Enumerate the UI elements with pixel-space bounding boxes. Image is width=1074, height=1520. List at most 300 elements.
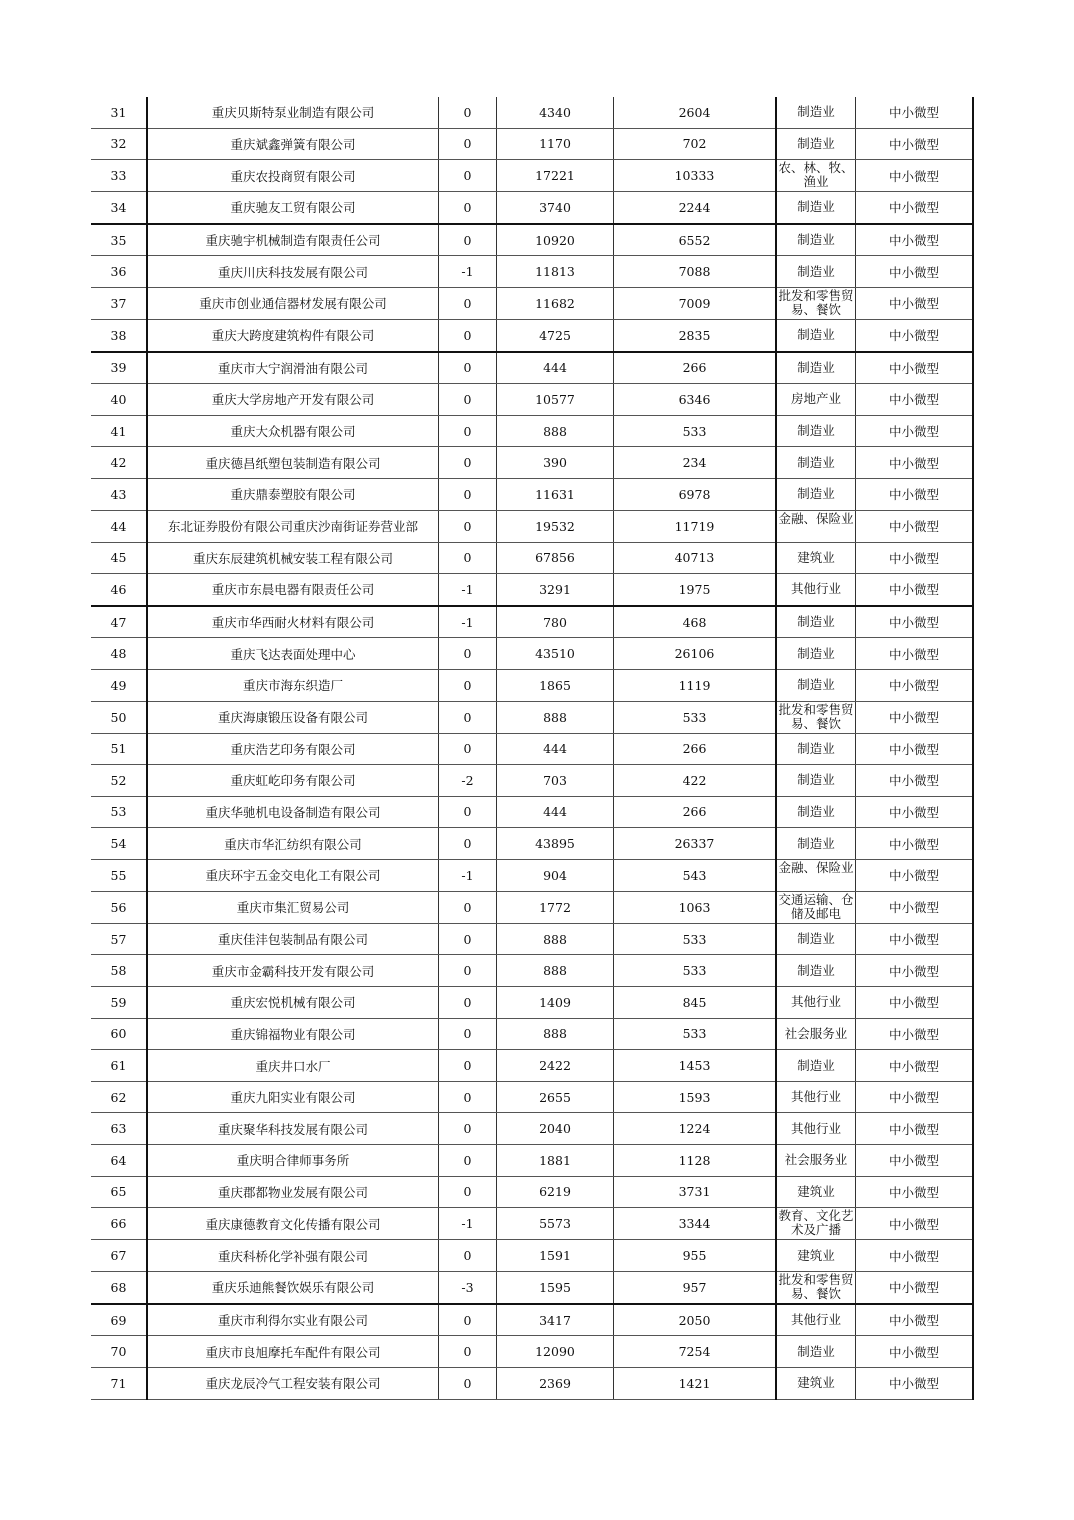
industry-cell — [776, 574, 856, 606]
industry-text: 制造业 — [797, 232, 835, 248]
value-col5-cell: 6978 — [614, 478, 777, 510]
industry-text: 教育、文化艺术及广播 — [778, 1208, 854, 1238]
value-col5-cell: 2244 — [614, 192, 777, 224]
value-col5-cell: 1063 — [614, 891, 777, 923]
industry-cell — [776, 606, 856, 638]
table-row — [91, 192, 973, 224]
table-row — [91, 955, 973, 987]
industry-text: 交通运输、仓储及邮电 — [778, 891, 854, 921]
value-col4-cell: 3291 — [497, 574, 614, 606]
table-row — [91, 1336, 973, 1368]
company-name-cell: 重庆东辰建筑机械安装工程有限公司 — [147, 542, 439, 574]
table-row — [91, 859, 973, 891]
value-col5-cell: 3344 — [614, 1208, 777, 1240]
value-col5-cell: 845 — [614, 987, 777, 1019]
industry-cell — [776, 733, 856, 765]
company-name-cell: 重庆德昌纸塑包装制造有限公司 — [147, 447, 439, 479]
value-col5-cell: 40713 — [614, 542, 777, 574]
value-col3-cell: 0 — [439, 1018, 497, 1050]
value-col3-cell: 0 — [439, 1336, 497, 1368]
value-col4-cell: 6219 — [497, 1176, 614, 1208]
company-name-cell: 重庆海康锻压设备有限公司 — [147, 701, 439, 733]
value-col3-cell: 0 — [439, 1176, 497, 1208]
industry-cell — [776, 1050, 856, 1082]
table-row — [91, 638, 973, 670]
enterprise-scale-cell: 中小微型 — [856, 160, 974, 192]
company-name-cell: 重庆康德教育文化传播有限公司 — [147, 1208, 439, 1240]
industry-text: 批发和零售贸易、餐饮 — [778, 287, 854, 317]
industry-text: 制造业 — [797, 104, 835, 120]
table-row — [91, 384, 973, 416]
enterprise-scale-cell: 中小微型 — [856, 765, 974, 797]
value-col3-cell: -2 — [439, 765, 497, 797]
company-name-cell: 重庆宏悦机械有限公司 — [147, 987, 439, 1019]
industry-cell — [776, 1113, 856, 1145]
value-col5-cell: 1975 — [614, 574, 777, 606]
value-col5-cell: 533 — [614, 701, 777, 733]
company-name-cell: 重庆虹屹印务有限公司 — [147, 765, 439, 797]
table-row — [91, 1018, 973, 1050]
industry-cell — [776, 669, 856, 701]
industry-text: 制造业 — [797, 772, 835, 788]
value-col4-cell: 11813 — [497, 256, 614, 288]
value-col4-cell: 444 — [497, 733, 614, 765]
value-col3-cell: 0 — [439, 352, 497, 384]
enterprise-scale-cell: 中小微型 — [856, 97, 974, 128]
company-name-cell: 重庆浩艺印务有限公司 — [147, 733, 439, 765]
value-col4-cell: 43895 — [497, 828, 614, 860]
table-row — [91, 287, 973, 319]
value-col5-cell: 533 — [614, 1018, 777, 1050]
industry-text: 制造业 — [797, 423, 835, 439]
value-col5-cell: 1119 — [614, 669, 777, 701]
value-col5-cell: 1453 — [614, 1050, 777, 1082]
value-col4-cell: 5573 — [497, 1208, 614, 1240]
row-number-cell: 67 — [91, 1240, 147, 1272]
row-number-cell: 61 — [91, 1050, 147, 1082]
row-number-cell: 31 — [91, 97, 147, 128]
enterprise-scale-cell: 中小微型 — [856, 478, 974, 510]
value-col3-cell: 0 — [439, 1081, 497, 1113]
industry-cell — [776, 796, 856, 828]
industry-cell — [776, 891, 856, 923]
table-row — [91, 733, 973, 765]
company-name-cell: 重庆锦福物业有限公司 — [147, 1018, 439, 1050]
table-row — [91, 765, 973, 797]
company-name-cell: 重庆市东晨电器有限责任公司 — [147, 574, 439, 606]
industry-text: 建筑业 — [797, 1375, 835, 1391]
value-col5-cell: 6552 — [614, 224, 777, 256]
enterprise-scale-cell: 中小微型 — [856, 1176, 974, 1208]
value-col3-cell: -1 — [439, 574, 497, 606]
enterprise-scale-cell: 中小微型 — [856, 955, 974, 987]
row-number-cell: 36 — [91, 256, 147, 288]
value-col3-cell: 0 — [439, 669, 497, 701]
industry-text: 制造业 — [797, 263, 835, 279]
industry-text: 制造业 — [797, 614, 835, 630]
enterprise-scale-cell: 中小微型 — [856, 1240, 974, 1272]
table-row — [91, 828, 973, 860]
enterprise-scale-cell: 中小微型 — [856, 542, 974, 574]
row-number-cell: 49 — [91, 669, 147, 701]
value-col5-cell: 26106 — [614, 638, 777, 670]
company-name-cell: 重庆市金霸科技开发有限公司 — [147, 955, 439, 987]
row-number-cell: 63 — [91, 1113, 147, 1145]
row-number-cell: 50 — [91, 701, 147, 733]
value-col4-cell: 904 — [497, 859, 614, 891]
company-name-cell: 重庆九阳实业有限公司 — [147, 1081, 439, 1113]
company-name-cell: 重庆环宇五金交电化工有限公司 — [147, 859, 439, 891]
table-row — [91, 97, 973, 128]
row-number-cell: 64 — [91, 1145, 147, 1177]
value-col5-cell: 1224 — [614, 1113, 777, 1145]
row-number-cell: 40 — [91, 384, 147, 416]
company-name-cell: 重庆川庆科技发展有限公司 — [147, 256, 439, 288]
value-col5-cell: 7009 — [614, 287, 777, 319]
value-col3-cell: 0 — [439, 923, 497, 955]
value-col4-cell: 1772 — [497, 891, 614, 923]
value-col5-cell: 26337 — [614, 828, 777, 860]
value-col4-cell: 4340 — [497, 97, 614, 128]
enterprise-scale-cell: 中小微型 — [856, 1113, 974, 1145]
company-name-cell: 东北证券股份有限公司重庆沙南街证券营业部 — [147, 510, 439, 542]
table-row — [91, 447, 973, 479]
data-table — [91, 97, 974, 1400]
value-col4-cell: 2040 — [497, 1113, 614, 1145]
value-col3-cell: 0 — [439, 287, 497, 319]
enterprise-scale-cell: 中小微型 — [856, 192, 974, 224]
enterprise-scale-cell: 中小微型 — [856, 701, 974, 733]
table-row — [91, 352, 973, 384]
table-row — [91, 319, 973, 351]
row-number-cell: 33 — [91, 160, 147, 192]
enterprise-scale-cell: 中小微型 — [856, 1081, 974, 1113]
enterprise-scale-cell: 中小微型 — [856, 352, 974, 384]
row-number-cell: 70 — [91, 1336, 147, 1368]
value-col4-cell: 703 — [497, 765, 614, 797]
table-row — [91, 478, 973, 510]
table-row — [91, 510, 973, 542]
row-number-cell: 53 — [91, 796, 147, 828]
table-row — [91, 128, 973, 160]
value-col3-cell: -1 — [439, 606, 497, 638]
enterprise-scale-cell: 中小微型 — [856, 1304, 974, 1336]
company-name-cell: 重庆市集汇贸易公司 — [147, 891, 439, 923]
industry-text: 金融、保险业 — [778, 510, 854, 526]
value-col3-cell: 0 — [439, 955, 497, 987]
industry-text: 社会服务业 — [784, 1025, 848, 1041]
enterprise-scale-cell: 中小微型 — [856, 510, 974, 542]
value-col3-cell: 0 — [439, 160, 497, 192]
value-col3-cell: 0 — [439, 319, 497, 351]
value-col3-cell: 0 — [439, 510, 497, 542]
value-col3-cell: -3 — [439, 1271, 497, 1304]
value-col4-cell: 444 — [497, 796, 614, 828]
enterprise-scale-cell: 中小微型 — [856, 1271, 974, 1304]
industry-text: 建筑业 — [797, 1247, 835, 1263]
value-col3-cell: 0 — [439, 701, 497, 733]
value-col5-cell: 543 — [614, 859, 777, 891]
value-col4-cell: 67856 — [497, 542, 614, 574]
row-number-cell: 32 — [91, 128, 147, 160]
table-row — [91, 1050, 973, 1082]
table-row — [91, 1081, 973, 1113]
company-name-cell: 重庆市利得尔实业有限公司 — [147, 1304, 439, 1336]
company-name-cell: 重庆聚华科技发展有限公司 — [147, 1113, 439, 1145]
row-number-cell: 68 — [91, 1271, 147, 1304]
value-col5-cell: 533 — [614, 955, 777, 987]
value-col5-cell: 1128 — [614, 1145, 777, 1177]
industry-text: 批发和零售贸易、餐饮 — [778, 1271, 854, 1301]
value-col5-cell: 422 — [614, 765, 777, 797]
row-number-cell: 44 — [91, 510, 147, 542]
enterprise-scale-cell: 中小微型 — [856, 987, 974, 1019]
industry-text: 制造业 — [797, 740, 835, 756]
value-col4-cell: 17221 — [497, 160, 614, 192]
row-number-cell: 45 — [91, 542, 147, 574]
row-number-cell: 48 — [91, 638, 147, 670]
row-number-cell: 56 — [91, 891, 147, 923]
enterprise-scale-cell: 中小微型 — [856, 828, 974, 860]
industry-cell — [776, 192, 856, 224]
value-col3-cell: 0 — [439, 384, 497, 416]
enterprise-scale-cell: 中小微型 — [856, 923, 974, 955]
row-number-cell: 60 — [91, 1018, 147, 1050]
value-col4-cell: 1865 — [497, 669, 614, 701]
company-name-cell: 重庆鼎泰塑胶有限公司 — [147, 478, 439, 510]
enterprise-scale-cell: 中小微型 — [856, 1018, 974, 1050]
value-col5-cell: 702 — [614, 128, 777, 160]
row-number-cell: 51 — [91, 733, 147, 765]
industry-cell — [776, 1018, 856, 1050]
industry-cell — [776, 319, 856, 351]
enterprise-scale-cell: 中小微型 — [856, 1336, 974, 1368]
industry-cell — [776, 1145, 856, 1177]
value-col5-cell: 955 — [614, 1240, 777, 1272]
industry-cell — [776, 352, 856, 384]
industry-text: 制造业 — [797, 1057, 835, 1073]
industry-text: 制造业 — [797, 1343, 835, 1359]
row-number-cell: 69 — [91, 1304, 147, 1336]
value-col4-cell: 2369 — [497, 1368, 614, 1400]
row-number-cell: 37 — [91, 287, 147, 319]
industry-text: 制造业 — [797, 835, 835, 851]
table-row — [91, 1368, 973, 1400]
row-number-cell: 43 — [91, 478, 147, 510]
industry-cell — [776, 1336, 856, 1368]
industry-cell — [776, 224, 856, 256]
value-col5-cell: 957 — [614, 1271, 777, 1304]
enterprise-scale-cell: 中小微型 — [856, 447, 974, 479]
value-col3-cell: 0 — [439, 97, 497, 128]
value-col4-cell: 12090 — [497, 1336, 614, 1368]
industry-cell — [776, 638, 856, 670]
industry-cell — [776, 384, 856, 416]
enterprise-scale-cell: 中小微型 — [856, 574, 974, 606]
company-name-cell: 重庆飞达表面处理中心 — [147, 638, 439, 670]
table-row — [91, 1240, 973, 1272]
industry-cell — [776, 1208, 856, 1240]
company-name-cell: 重庆市良旭摩托车配件有限公司 — [147, 1336, 439, 1368]
industry-text: 房地产业 — [790, 391, 841, 407]
row-number-cell: 38 — [91, 319, 147, 351]
table-row — [91, 415, 973, 447]
value-col5-cell: 266 — [614, 733, 777, 765]
industry-text: 建筑业 — [797, 1183, 835, 1199]
industry-text: 其他行业 — [790, 1312, 841, 1328]
industry-text: 其他行业 — [790, 1120, 841, 1136]
enterprise-scale-cell: 中小微型 — [856, 1145, 974, 1177]
industry-cell — [776, 828, 856, 860]
industry-cell — [776, 447, 856, 479]
industry-cell — [776, 478, 856, 510]
industry-text: 建筑业 — [797, 549, 835, 565]
industry-cell — [776, 987, 856, 1019]
value-col5-cell: 7254 — [614, 1336, 777, 1368]
value-col5-cell: 11719 — [614, 510, 777, 542]
industry-text: 制造业 — [797, 645, 835, 661]
industry-cell — [776, 859, 856, 891]
value-col3-cell: 0 — [439, 192, 497, 224]
industry-cell — [776, 1081, 856, 1113]
value-col4-cell: 11631 — [497, 478, 614, 510]
industry-cell — [776, 256, 856, 288]
enterprise-scale-cell: 中小微型 — [856, 128, 974, 160]
industry-cell — [776, 1271, 856, 1304]
industry-cell — [776, 1176, 856, 1208]
enterprise-scale-cell: 中小微型 — [856, 415, 974, 447]
value-col3-cell: 0 — [439, 224, 497, 256]
value-col5-cell: 468 — [614, 606, 777, 638]
value-col4-cell: 888 — [497, 701, 614, 733]
table-row — [91, 224, 973, 256]
row-number-cell: 55 — [91, 859, 147, 891]
row-number-cell: 57 — [91, 923, 147, 955]
industry-text: 制造业 — [797, 359, 835, 375]
value-col3-cell: 0 — [439, 542, 497, 574]
table-row — [91, 1304, 973, 1336]
value-col5-cell: 10333 — [614, 160, 777, 192]
table-row — [91, 1271, 973, 1304]
enterprise-scale-cell: 中小微型 — [856, 319, 974, 351]
value-col5-cell: 3731 — [614, 1176, 777, 1208]
industry-text: 农、林、牧、渔业 — [778, 160, 854, 190]
table-body — [91, 97, 973, 1399]
industry-text: 批发和零售贸易、餐饮 — [778, 701, 854, 731]
value-col5-cell: 234 — [614, 447, 777, 479]
value-col5-cell: 2604 — [614, 97, 777, 128]
industry-cell — [776, 160, 856, 192]
value-col5-cell: 1593 — [614, 1081, 777, 1113]
company-name-cell: 重庆明合律师事务所 — [147, 1145, 439, 1177]
value-col5-cell: 533 — [614, 415, 777, 447]
value-col4-cell: 10920 — [497, 224, 614, 256]
table-row — [91, 923, 973, 955]
industry-text: 制造业 — [797, 803, 835, 819]
value-col4-cell: 4725 — [497, 319, 614, 351]
value-col4-cell: 888 — [497, 415, 614, 447]
row-number-cell: 65 — [91, 1176, 147, 1208]
industry-cell — [776, 1368, 856, 1400]
value-col5-cell: 2050 — [614, 1304, 777, 1336]
value-col3-cell: 0 — [439, 733, 497, 765]
table-row — [91, 669, 973, 701]
value-col3-cell: 0 — [439, 638, 497, 670]
company-name-cell: 重庆市华西耐火材料有限公司 — [147, 606, 439, 638]
industry-cell — [776, 923, 856, 955]
row-number-cell: 66 — [91, 1208, 147, 1240]
value-col3-cell: 0 — [439, 1240, 497, 1272]
company-name-cell: 重庆大跨度建筑构件有限公司 — [147, 319, 439, 351]
table-row — [91, 987, 973, 1019]
value-col4-cell: 3740 — [497, 192, 614, 224]
company-name-cell: 重庆佳沣包装制品有限公司 — [147, 923, 439, 955]
value-col3-cell: 0 — [439, 796, 497, 828]
table-row — [91, 1145, 973, 1177]
enterprise-scale-cell: 中小微型 — [856, 1368, 974, 1400]
value-col3-cell: 0 — [439, 828, 497, 860]
value-col5-cell: 1421 — [614, 1368, 777, 1400]
industry-cell — [776, 955, 856, 987]
value-col4-cell: 390 — [497, 447, 614, 479]
row-number-cell: 54 — [91, 828, 147, 860]
value-col4-cell: 1591 — [497, 1240, 614, 1272]
industry-cell — [776, 701, 856, 733]
value-col4-cell: 43510 — [497, 638, 614, 670]
enterprise-scale-cell: 中小微型 — [856, 1208, 974, 1240]
industry-text: 制造业 — [797, 677, 835, 693]
enterprise-scale-cell: 中小微型 — [856, 1050, 974, 1082]
table-row — [91, 1208, 973, 1240]
table-row — [91, 796, 973, 828]
row-number-cell: 59 — [91, 987, 147, 1019]
value-col3-cell: -1 — [439, 256, 497, 288]
row-number-cell: 46 — [91, 574, 147, 606]
table-row — [91, 574, 973, 606]
value-col3-cell: 0 — [439, 1113, 497, 1145]
company-name-cell: 重庆井口水厂 — [147, 1050, 439, 1082]
industry-text: 制造业 — [797, 454, 835, 470]
enterprise-scale-cell: 中小微型 — [856, 287, 974, 319]
value-col4-cell: 11682 — [497, 287, 614, 319]
industry-text: 制造业 — [797, 327, 835, 343]
company-name-cell: 重庆龙辰冷气工程安装有限公司 — [147, 1368, 439, 1400]
industry-cell — [776, 128, 856, 160]
value-col4-cell: 780 — [497, 606, 614, 638]
value-col4-cell: 2422 — [497, 1050, 614, 1082]
enterprise-scale-cell: 中小微型 — [856, 891, 974, 923]
industry-text: 其他行业 — [790, 581, 841, 597]
table-row — [91, 606, 973, 638]
enterprise-scale-cell: 中小微型 — [856, 606, 974, 638]
value-col3-cell: 0 — [439, 1368, 497, 1400]
row-number-cell: 41 — [91, 415, 147, 447]
company-name-cell: 重庆市创业通信器材发展有限公司 — [147, 287, 439, 319]
enterprise-scale-cell: 中小微型 — [856, 384, 974, 416]
row-number-cell: 42 — [91, 447, 147, 479]
table-row — [91, 160, 973, 192]
row-number-cell: 52 — [91, 765, 147, 797]
industry-text: 制造业 — [797, 931, 835, 947]
industry-cell — [776, 287, 856, 319]
enterprise-scale-cell: 中小微型 — [856, 733, 974, 765]
value-col4-cell: 888 — [497, 1018, 614, 1050]
value-col5-cell: 6346 — [614, 384, 777, 416]
row-number-cell: 34 — [91, 192, 147, 224]
value-col3-cell: 0 — [439, 1304, 497, 1336]
industry-cell — [776, 415, 856, 447]
enterprise-scale-cell: 中小微型 — [856, 669, 974, 701]
